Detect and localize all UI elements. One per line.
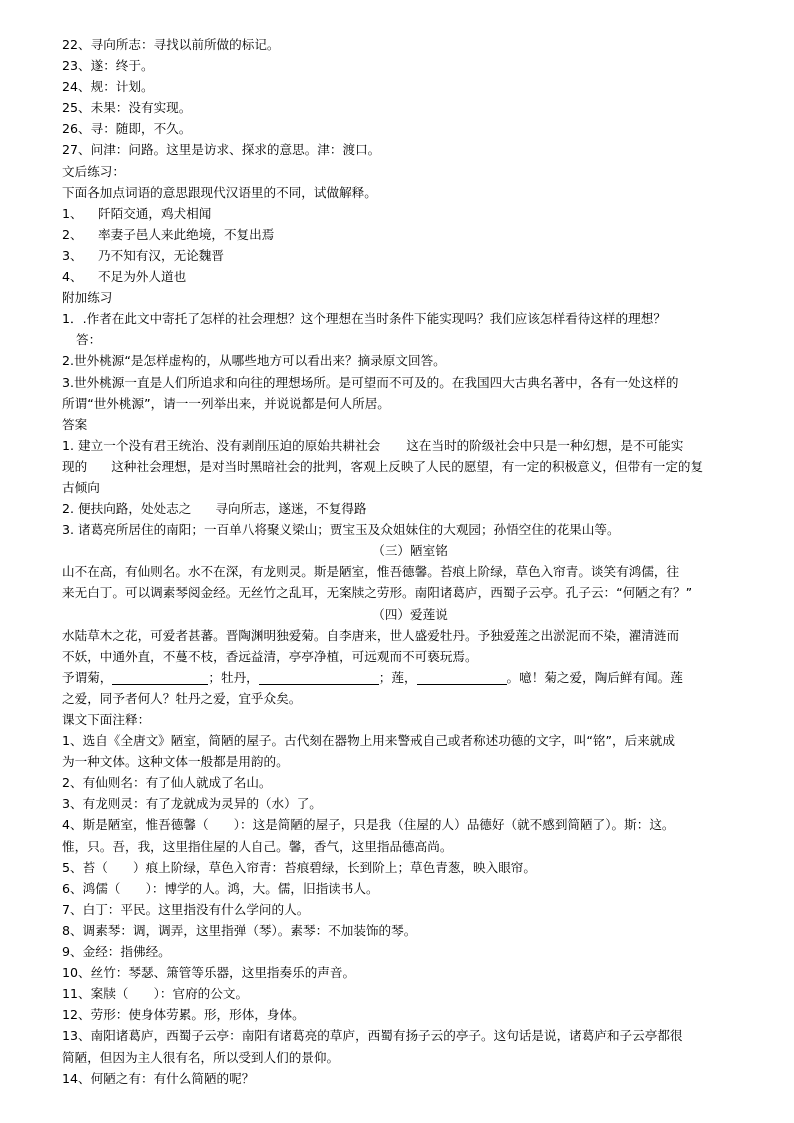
exercise-prompt: 下面各加点词语的意思跟现代汉语里的不同，试做解释。	[62, 184, 377, 200]
note-line: 3、有龙则灵：有了龙就成为灵异的（水）了。	[62, 796, 322, 812]
exercise-item-number: 2、	[62, 226, 83, 242]
note-line: 27、问津：问路。这里是访求、探求的意思。津：渡口。	[62, 142, 381, 158]
exercise-item-text: 阡陌交通，鸡犬相闻	[98, 205, 212, 221]
fill-in-line	[62, 667, 758, 688]
fill-in-text: ；莲，	[378, 669, 417, 685]
text-paragraph: 之爱，同予者何人？牡丹之爱，宜乎众矣。	[62, 690, 302, 706]
exercise-item	[62, 224, 758, 245]
note-line: 11、案牍（ ）：官府的公文。	[62, 986, 249, 1002]
extra-heading: 附加练习	[62, 290, 113, 306]
note-line: 惟，只。吾，我，这里指住屋的人自己。馨，香气，这里指品德高尚。	[62, 838, 453, 854]
extra-question-1: 1．.作者在此文中寄托了怎样的社会理想？这个理想在当时条件下能实现吗？我们应该怎样看待这样的理想？	[62, 311, 666, 327]
extra-question-3-cont: 所谓“世外桃源”，请一一列举出来，并说说都是何人所居。	[62, 395, 390, 411]
exercise-heading: 文后练习：	[62, 163, 125, 179]
notes-heading: 课文下面注释：	[62, 712, 151, 727]
answer-1-cont-a: 现的	[62, 458, 88, 474]
section-title-4: （四）爱莲说	[372, 606, 448, 622]
answer-3: 3. 诸葛亮所居住的南阳；一百单八将聚义梁山；贾宝玉及众姐妹住的大观园；孙悟空住的花果山等。	[62, 522, 620, 538]
answer-1	[62, 435, 758, 456]
section-title-3: （三）陋室铭	[372, 543, 448, 559]
text-paragraph: 不妖，中通外直，不蔓不枝，香远益清，亭亭净植，可远观而不可亵玩焉。	[62, 648, 478, 664]
answers-heading: 答案	[62, 416, 88, 432]
extra-question-2: 2.世外桃源“是怎样虚构的，从哪些地方可以看出来？摘录原文回答。	[62, 353, 446, 369]
answer-2	[62, 498, 758, 519]
note-line: 6、鸿儒（ ）：博学的人。鸿，大。儒，旧指读书人。	[62, 880, 379, 896]
exercise-item-text: 率妻子邑人来此绝境，不复出焉	[98, 226, 275, 242]
text-paragraph: 来无白丁。可以调素琴阅金经。无丝竹之乱耳，无案牍之劳形。南阳诸葛庐，西蜀子云亭。孔子云：“何陋之有？”	[62, 585, 693, 601]
exercise-item-number: 4、	[62, 269, 83, 285]
answer-1-cont	[62, 456, 758, 477]
answer-1-part-a: 1. 建立一个没有君王统治、没有剥削压迫的原始共耕社会	[62, 437, 381, 453]
note-line: 1、选自《全唐文》陋室，简陋的屋子。古代刻在器物上用来警戒自己或者称述功德的文字，叫“铭”，后来就成	[62, 733, 675, 749]
note-line: 8、调素琴：调，调弄，这里指弹（琴）。素琴：不加装饰的琴。	[62, 922, 417, 938]
exercise-item-text: 不足为外人道也	[98, 269, 187, 285]
answer-1-cont-b: 这种社会理想，是对当时黑暗社会的批判，客观上反映了人民的愿望，有一定的积极意义，但带有一定的复	[111, 458, 704, 474]
note-line: 14、何陋之有：有什么简陋的呢？	[62, 1070, 255, 1086]
note-line: 7、白丁：平民。这里指没有什么学问的人。	[62, 901, 310, 917]
exercise-item-number: 3、	[62, 247, 83, 263]
note-line: 13、南阳诸葛庐，西蜀子云亭：南阳有诸葛亮的草庐，西蜀有扬子云的亭子。这句话是说，诸葛庐和子云亭都很	[62, 1028, 683, 1044]
note-line: 22、寻向所志：寻找以前所做的标记。	[62, 37, 280, 52]
note-line: 5、苔（ ）痕上阶绿，草色入帘青：苔痕碧绿，长到阶上；草色青葱，映入眼帘。	[62, 859, 536, 875]
fill-in-text: ；牡丹，	[208, 669, 259, 685]
document-body	[62, 34, 758, 1089]
answer-1-part-b: 这在当时的阶级社会中只是一种幻想，是不可能实	[406, 437, 684, 453]
fill-in-blank[interactable]	[259, 669, 379, 685]
note-line: 简陋，但因为主人很有名，所以受到人们的景仰。	[62, 1049, 340, 1065]
answer-2-part-a: 2. 便扶向路，处处志之	[62, 501, 192, 517]
fill-in-blank[interactable]	[417, 669, 507, 685]
text-paragraph: 水陆草木之花，可爱者甚蕃。晋陶渊明独爱菊。自李唐来，世人盛爱牡丹。予独爱莲之出淤泥而不染，濯清涟而	[62, 627, 680, 643]
note-line: 为一种文体。这种文体一般都是用韵的。	[62, 754, 289, 770]
note-line: 2、有仙则名：有了仙人就成了名山。	[62, 775, 272, 791]
exercise-item-number: 1、	[62, 205, 83, 221]
exercise-item-text: 乃不知有汉，无论魏晋	[98, 247, 224, 263]
fill-in-blank[interactable]	[112, 669, 208, 685]
exercise-item	[62, 203, 758, 224]
exercise-item	[62, 266, 758, 287]
note-line: 4、斯是陋室，惟吾德馨（ ）：这是简陋的屋子，只是我（住屋的人）品德好（就不感到简陋了）。斯：这。	[62, 817, 675, 833]
answer-label: 答：	[76, 332, 102, 348]
note-line: 10、丝竹：琴瑟、箫管等乐器，这里指奏乐的声音。	[62, 965, 356, 981]
note-line: 12、劳形：使身体劳累。形，形体，身体。	[62, 1007, 305, 1023]
note-line: 9、金经：指佛经。	[62, 944, 171, 960]
note-line: 25、未果：没有实现。	[62, 100, 192, 116]
answer-1-end: 古倾向	[62, 479, 100, 495]
exercise-item	[62, 245, 758, 266]
fill-in-text: 。噫！菊之爱，陶后鲜有闻。莲	[506, 669, 683, 685]
answer-2-part-b: 寻向所志，遂迷，不复得路	[215, 501, 367, 517]
text-paragraph: 山不在高，有仙则名。水不在深，有龙则灵。斯是陋室，惟吾德馨。苔痕上阶绿，草色入帘青。谈笑有鸿儒，往	[62, 564, 680, 580]
note-line: 26、寻：随即，不久。	[62, 121, 192, 137]
fill-in-text: 予谓菊，	[62, 669, 113, 685]
extra-question-3: 3.世外桃源一直是人们所追求和向往的理想场所。是可望而不可及的。在我国四大古典名著中，各有一处这样的	[62, 374, 679, 390]
note-line: 23、遂：终于。	[62, 58, 154, 74]
note-line: 24、规：计划。	[62, 79, 154, 95]
